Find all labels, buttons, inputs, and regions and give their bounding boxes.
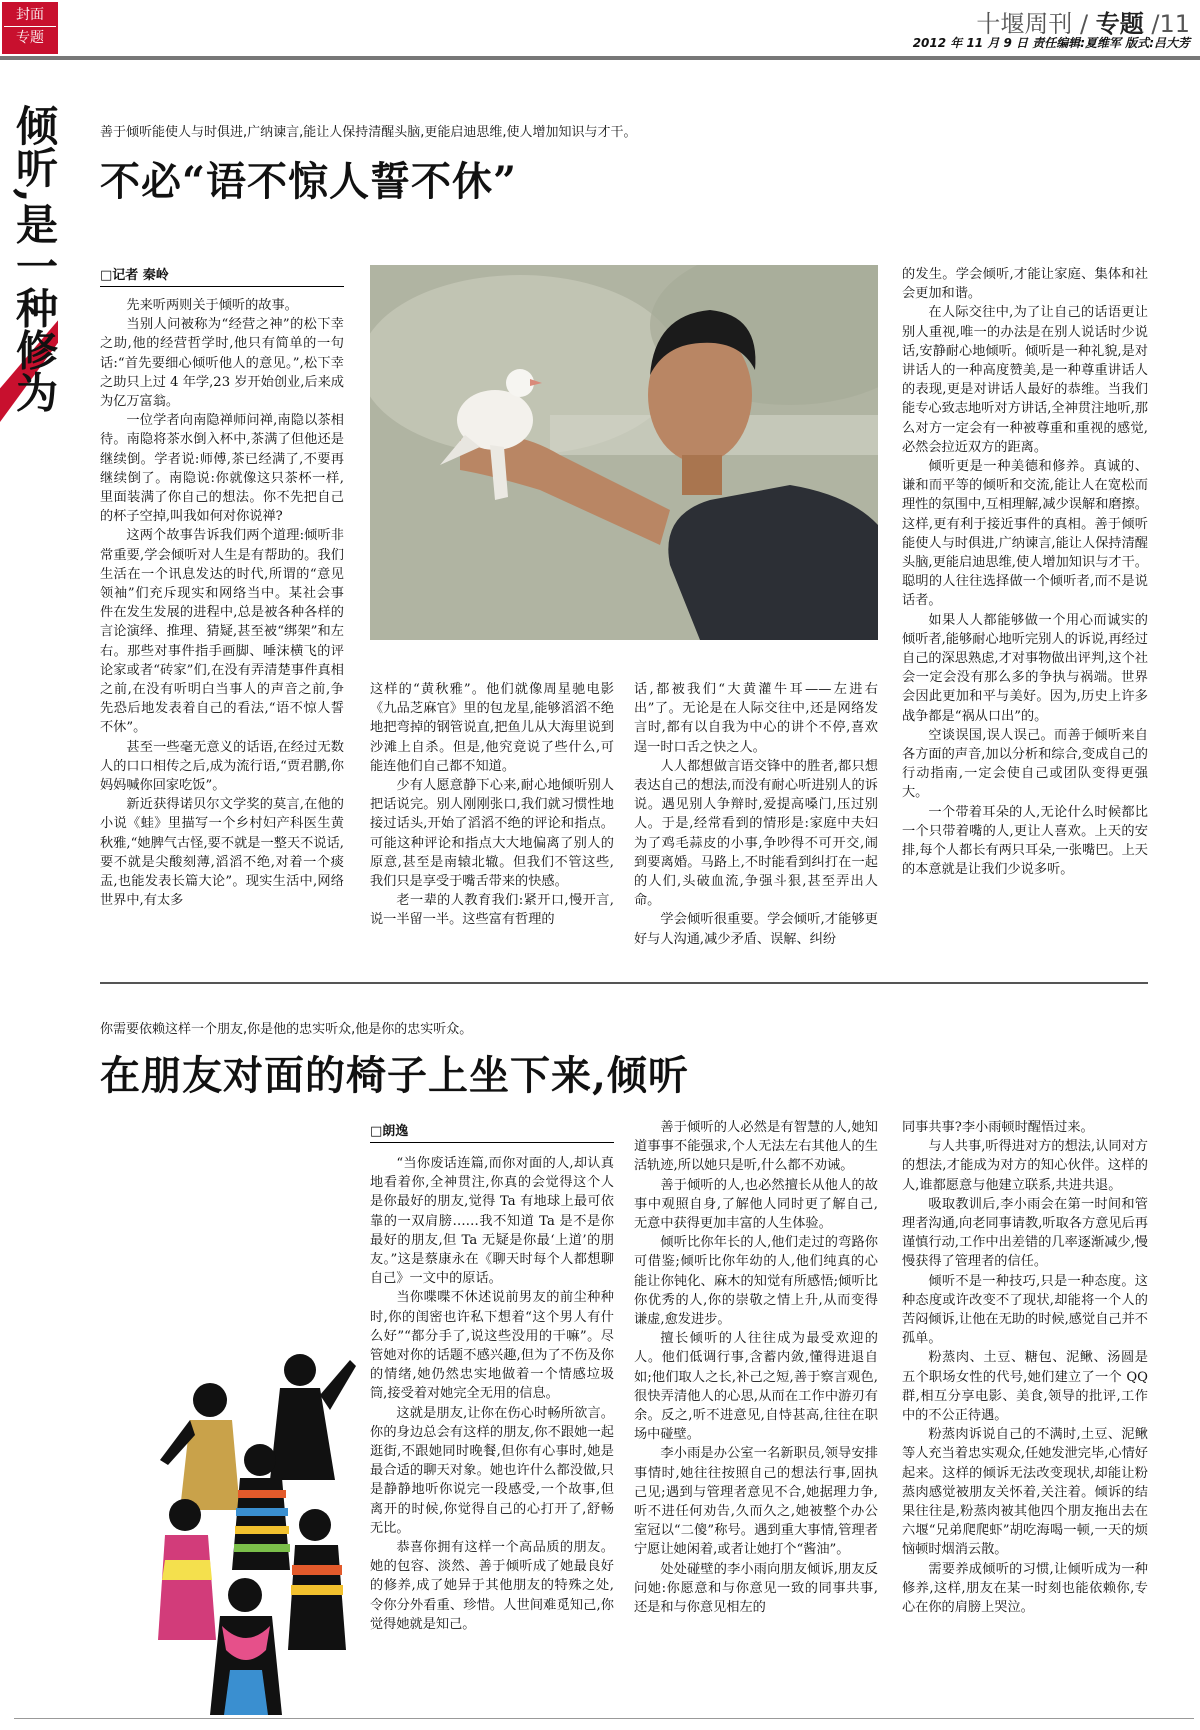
section-divider <box>100 982 1148 984</box>
paragraph: 粉蒸肉诉说自己的不满时,土豆、泥鳅等人充当着忠实观众,任她发泄完毕,心情好起来。这样的倾诉无法改变现状,却能让粉蒸肉感觉被朋友关怀着,关注着。倾诉的结果往往是,粉蒸肉被其他四个朋友拖出去在六堰“兄弟爬爬虾”胡吃海喝一顿,一天的烦恼顿时烟消云散。 <box>902 1427 1148 1558</box>
photo-illustration <box>370 265 878 640</box>
paragraph: 少有人愿意静下心来,耐心地倾听别人把话说完。别人刚刚张口,我们就习惯性地接过话头,开始了滔滔不绝的评论和指点。可能这种评论和指点大大地偏离了别人的原意,甚至是南辕北辙。但我们不管这些,我们只是享受于嘴舌带来的快感。 <box>370 778 614 890</box>
paragraph: 倾听比你年长的人,他们走过的弯路你可借鉴;倾听比你年幼的人,他们纯真的心能让你钝化、麻木的知觉有所感悟;倾听比你优秀的人,你的崇敬之情上升,从而变得谦虚,愈发进步。 <box>634 1235 878 1328</box>
paragraph: 话,都被我们“大黄灌牛耳——左进右出”了。无论是在人际交往中,还是网络发言时,都有以自我为中心的讲个不停,喜欢逞一时口舌之快之人。 <box>634 682 878 755</box>
paragraph: 倾听不是一种技巧,只是一种态度。这种态度或许改变不了现状,却能将一个人的苦闷倾诉,让他在无助的时候,感觉自己并不孤单。 <box>902 1273 1148 1347</box>
paragraph: 新近获得诺贝尔文学奖的莫言,在他的小说《蛙》里描写一个乡村妇产科医生黄秋雅,“她脾气古怪,要不就是一整天不说话,要不就是尖酸刻薄,滔滔不绝,对着一个痰盂,也能发表长篇大论”。现实生活中,网络世界中,有太多 <box>100 797 344 909</box>
article1-column-3 <box>634 680 878 948</box>
women-silhouettes <box>140 1340 364 1715</box>
stamp-line2: 专题 <box>16 30 44 46</box>
article1-photo <box>370 265 878 640</box>
friends-illustration <box>140 1340 364 1715</box>
paragraph: 需要养成倾听的习惯,让倾听成为一种修养,这样,朋友在某一时刻也能依赖你,专心在你的肩膀上哭泣。 <box>902 1561 1148 1616</box>
article2-column-2 <box>634 1118 878 1714</box>
paragraph: 与人共事,听得进对方的想法,认同对方的想法,才能成为对方的知心伙伴。这样的人,谁都愿意与他建立联系,共进共退。 <box>902 1139 1148 1193</box>
masthead-paper: 十堰周刊 <box>976 10 1073 38</box>
article1-deck: 善于倾听能使人与时俱进,广纳谏言,能让人保持清醒头脑,更能启迪思维,使人增加知识与才干。 <box>100 125 637 140</box>
paragraph: 如果人人都能够做一个用心而诚实的倾听者,能够耐心地听完别人的诉说,再经过自己的深思熟虑,才对事物做出评判,这个社会一定会没有那么多的争执与祸端。世界会因此更加和平与美好。因为,历史上许多战争都是“祸从口出”的。 <box>902 612 1148 724</box>
masthead-page: /11 <box>1143 10 1190 38</box>
dateline: 2012 年 11 月 9 日 责任编辑:夏维军 版式:吕大芳 <box>912 36 1190 50</box>
paragraph: 倾听更是一种美德和修养。真诚的、谦和而平等的倾听和交流,能让人在宽松而理性的氛围中,互相理解,减少误解和磨擦。这样,更有利于接近事件的真相。善于倾听能使人与时俱进,广纳谏言,能让人保持清醒头脑,更能启迪思维,使人增加知识与才干。聪明的人往往选择做一个倾听者,而不是说话者。 <box>902 459 1148 609</box>
paragraph: 一位学者向南隐禅师问禅,南隐以茶相待。南隐将茶水倒入杯中,茶满了但他还是继续倒。学者说:师傅,茶已经满了,不要再继续倒了。南隐说:你就像这只茶杯一样,里面装满了你自己的想法。你不先把自己的杯子空掉,叫我如何对你说禅? <box>100 413 344 525</box>
paragraph: 当你喋喋不休述说前男友的前尘种种时,你的闺密也许私下想着“这个男人有什么好”“都分手了,说这些没用的干嘛”。尽管她对你的话题不感兴趣,但为了不伤及你的情绪,她仍然忠实地做着一个情感垃圾筒,接受着对她完全无用的信息。 <box>370 1290 614 1402</box>
masthead-separator: / <box>1072 10 1096 38</box>
article2-byline: □朗逸 <box>370 1120 614 1143</box>
paragraph: 学会倾听很重要。学会倾听,才能够更好与人沟通,减少矛盾、误解、纠纷 <box>634 912 878 947</box>
paragraph: 这就是朋友,让你在伤心时畅所欲言。你的身边总会有这样的朋友,你不跟她一起逛街,不跟她同时晚餐,但你有心事时,她是最合适的聊天对象。她也许什么都没做,只是静静地听你说完一段感受,一个故事,但离开的时候,你觉得自己的心打开了,舒畅无比。 <box>370 1405 614 1536</box>
paragraph: 空谈误国,误人误己。而善于倾听来自各方面的声音,加以分析和综合,变成自己的行动指南,一定会使自己或团队变得更强大。 <box>902 727 1148 801</box>
section-stamp <box>2 2 58 54</box>
paragraph: 这两个故事告诉我们两个道理:倾听非常重要,学会倾听对人生是有帮助的。我们生活在一个讯息发达的时代,所谓的“意见领袖”们充斥现实和网络当中。某社会事件在发生发展的进程中,总是被各种各样的言论演绎、推理、猜疑,甚至被“绑架”和左右。那些对事件指手画脚、唾沫横飞的评论家或者“砖家”们,在没有弄清楚事件真相之前,在没有听明白当事人的声音之前,争先恐后地发表着自己的看法,“语不惊人誓不休”。 <box>100 528 344 736</box>
bottom-rule <box>14 1718 1194 1719</box>
article1-byline: □记者 秦岭 <box>100 264 344 287</box>
paragraph: 人人都想做言语交锋中的胜者,都只想表达自己的想法,而没有耐心听进别人的诉说。遇见别人争辩时,爱提高嗓门,压过别人。于是,经常看到的情形是:家庭中夫妇为了鸡毛蒜皮的小事,争吵得不可开交,闹到要离婚。马路上,不时能看到纠打在一起的人们,头破血流,争强斗狠,甚至弄出人命。 <box>634 758 878 909</box>
paragraph: 擅长倾听的人往往成为最受欢迎的人。他们低调行事,含蓄内敛,懂得进退自如;他们取人之长,补己之短,善于察言观色,很快弄清他人的心思,从而在工作中游刃有余。反之,听不进意见,自恃甚高,往往在职场中碰壁。 <box>634 1331 878 1443</box>
article1-title: 不必“语不惊人誓不休” <box>100 158 518 205</box>
paragraph: 同事共事?李小雨顿时醒悟过来。 <box>902 1120 1094 1135</box>
paragraph: 李小雨是办公室一名新职员,领导安排事情时,她往往按照自己的想法行事,固执己见;遇到与管理者意见不合,她据理力争,听不进任何劝告,久而久之,她被整个办公室冠以“二傻”称号。遇到重大事情,管理者宁愿让她闲着,或者让她打个“酱油”。 <box>634 1446 878 1558</box>
article2-title: 在朋友对面的椅子上坐下来,倾听 <box>100 1052 689 1099</box>
paragraph: 甚至一些毫无意义的话语,在经过无数人的口口相传之后,成为流行语,“贾君鹏,你妈妈喊你回家吃饭”。 <box>100 739 344 794</box>
article2-column-1 <box>370 1154 614 1714</box>
paragraph: 恭喜你拥有这样一个高品质的朋友。她的包容、淡然、善于倾听成了她最良好的修养,成了她异于其他朋友的特殊之处,令你分外看重、珍惜。人世间难觅知己,你觉得她就是知己。 <box>370 1540 614 1632</box>
paragraph: 粉蒸肉、土豆、糖包、泥鳅、汤圆是五个职场女性的代号,她们建立了一个 QQ 群,相互分享电影、美食,领导的批评,工作中的不公正待遇。 <box>902 1350 1148 1424</box>
paragraph: 的发生。学会倾听,才能让家庭、集体和社会更加和谐。 <box>902 267 1148 302</box>
paragraph: 在人际交往中,为了让自己的话语更让别人重视,唯一的办法是在别人说话时少说话,安静耐心地倾听。倾听是一种礼貌,是对讲话人的一种高度赞美,是一种尊重讲话人的表现,更是对讲话人最好的恭维。当我们能专心致志地听对方讲话,全神贯注地听,那么对方一定会有一种被尊重和重视的感觉,必然会拉近双方的距离。 <box>902 305 1148 455</box>
article1-column-1 <box>100 296 344 948</box>
paragraph: 这样的“黄秋雅”。他们就像周星驰电影《九品芝麻官》里的包龙星,能够滔滔不绝地把弯掉的钢管说直,把鱼儿从大海里说到沙滩上自杀。但是,他究竟说了些什么,可能连他们自己都不知道。 <box>370 682 614 774</box>
paragraph: 吸取教训后,李小雨会在第一时间和管理者沟通,向老同事请教,听取各方意见后再谨慎行动,工作中出差错的几率逐渐减少,慢慢获得了管理者的信任。 <box>902 1196 1148 1270</box>
masthead-section: 专题 <box>1095 10 1144 38</box>
article1-column-4 <box>902 265 1148 948</box>
paragraph: “当你废话连篇,而你对面的人,却认真地看着你,全神贯注,你真的会觉得这个人是你最好的朋友,觉得 Ta 有地球上最可依靠的一双肩膀……我不知道 Ta 是不是你最好的朋友,但 Ta 无疑是你最‘上道’的朋友。”这是蔡康永在《聊天时每个人都想聊自己》一文中的原话。 <box>370 1156 614 1287</box>
article2-deck: 你需要依赖这样一个朋友,你是他的忠实听众,他是你的忠实听众。 <box>100 1022 473 1037</box>
paragraph: 善于倾听的人,也必然擅长从他人的故事中观照自身,了解他人同时更了解自己,无意中获得更加丰富的人生体验。 <box>634 1177 878 1232</box>
paragraph: 老一辈的人教育我们:紧开口,慢开言,说一半留一半。这些富有哲理的 <box>370 893 614 928</box>
paragraph: 一个带着耳朵的人,无论什么时候都比一个只带着嘴的人,更让人喜欢。上天的安排,每个人都长有两只耳朵,一张嘴巴。上天的本意就是让我们少说多听。 <box>902 804 1148 878</box>
paragraph: 当别人问被称为“经营之神”的松下幸之助,他的经营哲学时,他只有简单的一句话:“首先要细心倾听他人的意见。”,松下幸之助只上过 4 年学,23 岁开始创业,后来成为亿万富翁。 <box>100 317 344 410</box>
header-rule <box>0 56 1200 60</box>
stamp-line1: 封面 <box>4 4 56 27</box>
side-title: 倾听,是一种修为 <box>10 104 59 413</box>
paragraph: 善于倾听的人必然是有智慧的人,她知道事事不能强求,个人无法左右其他人的生活轨迹,所以她只是听,什么都不劝诫。 <box>634 1120 878 1174</box>
article2-column-3 <box>902 1118 1148 1714</box>
paragraph: 处处碰壁的李小雨向朋友倾诉,朋友反问她:你愿意和与你意见一致的同事共事,还是和与你意见相左的 <box>634 1561 878 1616</box>
paragraph: 先来听两则关于倾听的故事。 <box>126 298 298 313</box>
article1-column-2 <box>370 680 614 948</box>
